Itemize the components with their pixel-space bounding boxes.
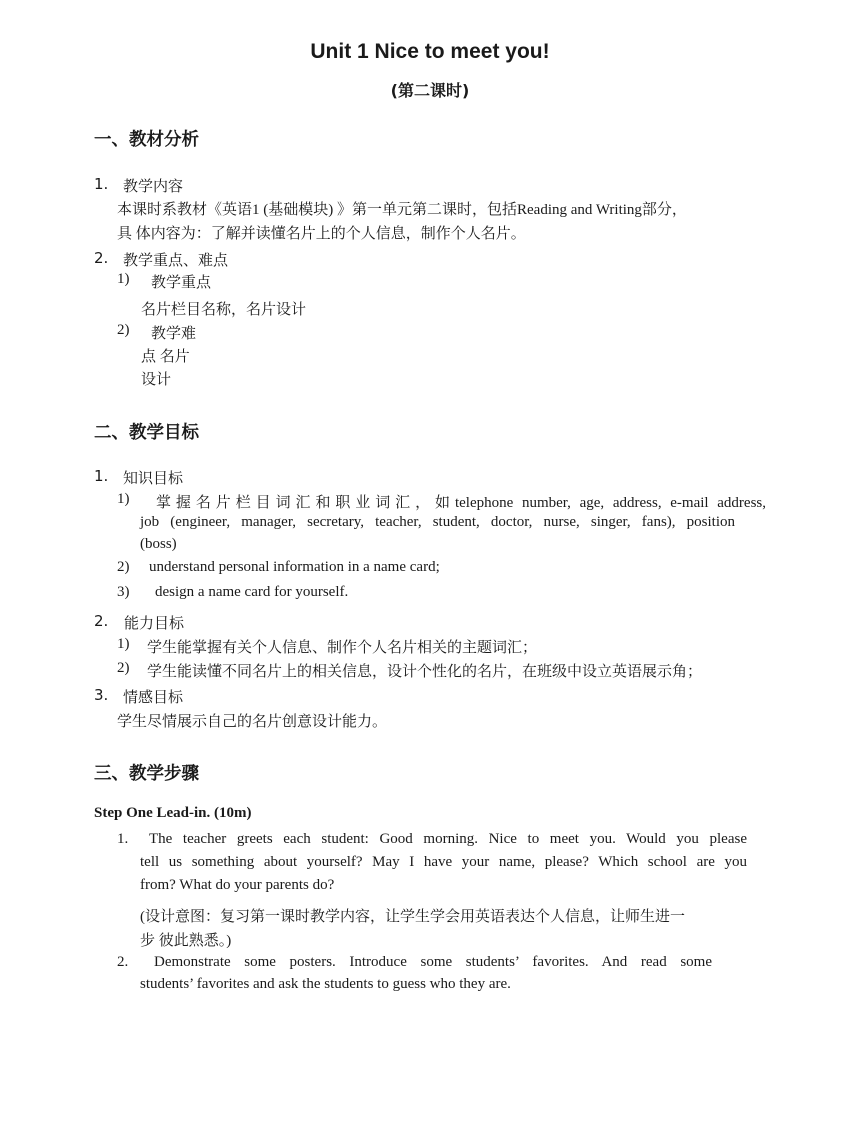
paragraph-line: (boss) <box>140 536 177 552</box>
section-heading-analysis: 一、教材分析 <box>94 130 199 150</box>
subsection-title-keypoints: 教学重点、难点 <box>123 251 229 269</box>
document-subtitle: (第二课时) <box>390 81 470 100</box>
list-item-number: 3. <box>94 686 109 704</box>
paragraph-line: 点 名片 <box>141 349 190 365</box>
sublist-number: 1) <box>117 636 130 652</box>
paragraph-line: 学生能读懂不同名片上的相关信息，设计个性化的名片，在班级中设立英语展示角； <box>147 664 703 680</box>
document-title: Unit 1 Nice to meet you! <box>310 40 550 63</box>
paragraph-line: from? What do your parents do? <box>140 877 335 893</box>
paragraph-line: 具 体内容为：了解并读懂名片上的个人信息，制作个人名片。 <box>117 226 526 242</box>
paragraph-line: 设计 <box>141 372 172 388</box>
sublist-title: 教学重点 <box>151 275 212 291</box>
paragraph-line: tell us something about yourself? May I have your name, please? Which school are you <box>140 854 747 870</box>
paragraph-line: understand personal information in a name card; <box>149 559 440 575</box>
paragraph-line: design a name card for yourself. <box>155 584 349 600</box>
list-item-number: 1. <box>117 831 129 847</box>
paragraph-line: 名片栏目名称，名片设计 <box>141 302 307 318</box>
list-item-number: 2. <box>94 249 109 267</box>
paragraph-line: job (engineer, manager, secretary, teacher, student, doctor, nurse, singer, fans), position <box>140 514 735 530</box>
sublist-number: 2) <box>117 559 130 575</box>
subsection-title-emotion: 情感目标 <box>123 688 184 706</box>
paragraph-line: 掌握名片栏目词汇和职业词汇，如telephone number, age, address, e-mail address, <box>156 495 766 511</box>
subsection-title-knowledge: 知识目标 <box>123 469 184 487</box>
section-heading-objectives: 二、教学目标 <box>94 423 199 443</box>
sublist-number: 1) <box>117 491 130 507</box>
paragraph-line: students’ favorites and ask the students to guess who they are. <box>140 976 511 992</box>
section-heading-steps: 三、教学步骤 <box>94 764 199 784</box>
sublist-title: 教学难 <box>151 326 197 342</box>
list-item-number: 1. <box>94 467 109 485</box>
list-item-number: 2. <box>117 954 129 970</box>
list-item-number: 2. <box>94 612 109 630</box>
paragraph-line: 学生尽情展示自己的名片创意设计能力。 <box>117 714 388 730</box>
subsection-title-content: 教学内容 <box>123 177 184 195</box>
sublist-number: 2) <box>117 322 130 338</box>
paragraph-line: 学生能掌握有关个人信息、制作个人名片相关的主题词汇； <box>147 640 538 656</box>
paragraph-line: 本课时系教材《英语1 (基础模块) 》第一单元第二课时，包括Reading and Writing部分， <box>117 202 687 218</box>
step-title: Step One Lead-in. (10m) <box>94 805 252 821</box>
list-item-number: 1. <box>94 175 109 193</box>
sublist-number: 2) <box>117 660 130 676</box>
paragraph-line: The teacher greets each student: Good morning. Nice to meet you. Would you please <box>149 831 747 847</box>
design-note-line: (设计意图：复习第一课时教学内容，让学生学会用英语表达个人信息，让师生进一 <box>140 909 685 925</box>
subsection-title-ability: 能力目标 <box>124 614 185 632</box>
paragraph-line: Demonstrate some posters. Introduce some students’ favorites. And read some <box>154 954 712 970</box>
design-note-line: 步 彼此熟悉。) <box>140 933 232 949</box>
sublist-number: 3) <box>117 584 130 600</box>
sublist-number: 1) <box>117 271 130 287</box>
